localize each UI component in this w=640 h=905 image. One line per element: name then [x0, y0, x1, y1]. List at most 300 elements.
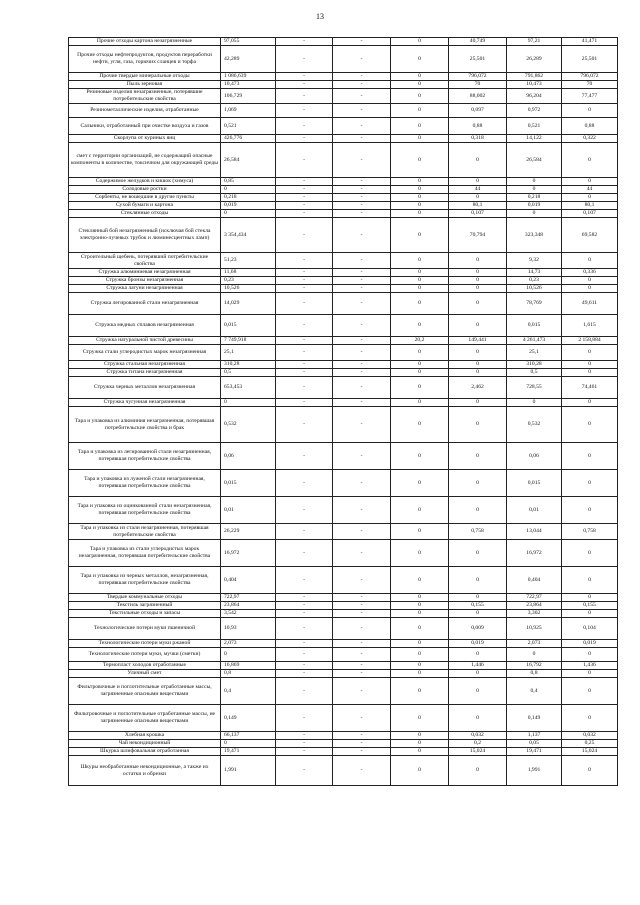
value-cell: 0 [391, 210, 449, 218]
value-cell: 0 [562, 756, 618, 786]
value-cell: 0 [562, 369, 618, 377]
waste-name-cell: Содержимое желудков и кишок (химуса) [69, 178, 221, 186]
value-cell: - [276, 470, 333, 497]
value-cell: - [333, 38, 391, 46]
value-cell: - [333, 407, 391, 443]
table-row [69, 670, 618, 678]
waste-name-cell: Строительный щебень, потерявший потребительские свойства [69, 253, 221, 269]
value-cell: 23,864 [507, 602, 562, 610]
value-cell: - [276, 443, 333, 470]
table-row [69, 618, 618, 640]
value-cell: - [333, 740, 391, 748]
waste-name-cell: Стеклянные отходы [69, 210, 221, 218]
value-cell: 0 [391, 186, 449, 194]
value-cell: - [276, 618, 333, 640]
value-cell: - [333, 293, 391, 315]
value-cell: 0 [221, 740, 276, 748]
value-cell: 0 [449, 253, 507, 269]
table-row [69, 594, 618, 602]
value-cell: 0 [449, 178, 507, 186]
value-cell: 0,88 [562, 118, 618, 135]
waste-name-cell: Скорлупа от куриных яиц [69, 135, 221, 143]
waste-name-cell: Резинометаллические изделия, отработанные [69, 104, 221, 118]
table-row [69, 315, 618, 337]
value-cell: - [333, 269, 391, 277]
value-cell: - [333, 640, 391, 648]
value-cell: - [276, 218, 333, 253]
value-cell: - [276, 118, 333, 135]
value-cell: 0,23 [507, 277, 562, 285]
value-cell: 26,584 [221, 143, 276, 178]
value-cell: - [276, 756, 333, 786]
value-cell: 0,019 [221, 202, 276, 210]
value-cell: 0 [449, 315, 507, 337]
waste-name-cell: Тара и упаковка из алюминия незагрязненная, потерявшая потребительские свойства и брак [69, 407, 221, 443]
waste-name-cell: Сальники, отработанный при очистке воздуха и газов [69, 118, 221, 135]
value-cell: 10,925 [507, 618, 562, 640]
value-cell: 0,532 [507, 407, 562, 443]
waste-table [68, 37, 618, 786]
value-cell: 2 158,884 [562, 337, 618, 345]
value-cell: - [276, 361, 333, 369]
value-cell: - [333, 135, 391, 143]
value-cell: 0 [449, 594, 507, 602]
value-cell: 0 [449, 285, 507, 293]
value-cell: - [276, 594, 333, 602]
table-row [69, 399, 618, 407]
value-cell: 0 [391, 470, 449, 497]
value-cell: 0 [391, 135, 449, 143]
value-cell: 0 [391, 524, 449, 540]
value-cell: 0,336 [562, 269, 618, 277]
value-cell: 0 [391, 218, 449, 253]
value-cell: - [276, 202, 333, 210]
value-cell: 78,769 [507, 293, 562, 315]
waste-name-cell: Фильтровочные и поглотительные отработанные массы, загрязненные опасными веществами [69, 678, 221, 705]
value-cell: 796,072 [562, 73, 618, 81]
value-cell: - [333, 748, 391, 756]
value-cell: 1,991 [221, 756, 276, 786]
value-cell: 0 [449, 567, 507, 594]
value-cell: 0,155 [449, 602, 507, 610]
value-cell: - [333, 194, 391, 202]
value-cell: 0 [449, 443, 507, 470]
value-cell: 14,029 [221, 293, 276, 315]
value-cell: 9,32 [507, 253, 562, 269]
table-row [69, 740, 618, 748]
value-cell: - [333, 377, 391, 399]
value-cell: 0,019 [449, 640, 507, 648]
value-cell: 1,446 [449, 662, 507, 670]
value-cell: 310,28 [507, 361, 562, 369]
value-cell: - [276, 210, 333, 218]
value-cell: 0 [391, 361, 449, 369]
table-row [69, 748, 618, 756]
value-cell: 3,542 [221, 610, 276, 618]
value-cell: - [276, 38, 333, 46]
value-cell: - [333, 202, 391, 210]
value-cell: 0,149 [507, 705, 562, 732]
table-row [69, 285, 618, 293]
value-cell: 106,729 [221, 89, 276, 104]
table-row [69, 540, 618, 567]
value-cell: 49,611 [562, 293, 618, 315]
value-cell: 0,107 [562, 210, 618, 218]
waste-name-cell: Тара и упаковка из черных металлов, незагрязненная, потерявшая потребительские свойства [69, 567, 221, 594]
value-cell: 0 [449, 407, 507, 443]
value-cell: 0 [449, 293, 507, 315]
value-cell: 722,97 [507, 594, 562, 602]
value-cell: 0 [391, 648, 449, 662]
value-cell: - [276, 377, 333, 399]
value-cell: 0 [391, 269, 449, 277]
table-row [69, 46, 618, 73]
table-row [69, 640, 618, 648]
value-cell: 26,229 [221, 524, 276, 540]
value-cell: 0,4 [221, 678, 276, 705]
value-cell: 10,526 [221, 285, 276, 293]
value-cell: 16,792 [507, 662, 562, 670]
value-cell: 796,072 [449, 73, 507, 81]
value-cell: 0 [391, 602, 449, 610]
waste-name-cell: Солодовые ростки [69, 186, 221, 194]
value-cell: - [276, 81, 333, 89]
table-row [69, 524, 618, 540]
value-cell: 0 [391, 73, 449, 81]
value-cell: 0 [449, 670, 507, 678]
value-cell: 0 [391, 118, 449, 135]
waste-name-cell: Стружка медных сплавов незагрязненная [69, 315, 221, 337]
value-cell: 10,473 [221, 81, 276, 89]
table-row [69, 277, 618, 285]
table-row [69, 732, 618, 740]
value-cell: 0,404 [507, 567, 562, 594]
value-cell: 0 [391, 104, 449, 118]
value-cell: 0 [391, 540, 449, 567]
waste-name-cell: Сухой бумаги и картона [69, 202, 221, 210]
table-row [69, 38, 618, 46]
value-cell: 10,93 [221, 618, 276, 640]
value-cell: 0 [391, 594, 449, 602]
value-cell: 0 [391, 81, 449, 89]
value-cell: - [333, 218, 391, 253]
waste-name-cell: Стружка натуральной чистой древесины [69, 337, 221, 345]
value-cell: - [333, 89, 391, 104]
value-cell: - [333, 73, 391, 81]
value-cell: - [333, 104, 391, 118]
value-cell: 0,4 [507, 678, 562, 705]
value-cell: 0 [562, 443, 618, 470]
value-cell: 1 086,639 [221, 73, 276, 81]
value-cell: 0 [391, 143, 449, 178]
value-cell: 0,85 [221, 178, 276, 186]
value-cell: 0 [221, 210, 276, 218]
value-cell: - [276, 610, 333, 618]
value-cell: 15,024 [562, 748, 618, 756]
value-cell: - [276, 89, 333, 104]
value-cell: - [333, 210, 391, 218]
waste-name-cell: Стружка стали углеродистых марок незагрязненная [69, 345, 221, 361]
value-cell: 0,521 [221, 118, 276, 135]
value-cell: - [333, 46, 391, 73]
value-cell: 0,015 [507, 470, 562, 497]
value-cell: 0 [449, 705, 507, 732]
waste-name-cell: Фильтровочные и поглотительные отработанные массы, не загрязненные опасными веществами [69, 705, 221, 732]
table-row [69, 648, 618, 662]
value-cell: - [276, 524, 333, 540]
value-cell: 16,972 [507, 540, 562, 567]
value-cell: 0 [391, 202, 449, 210]
value-cell: 0 [391, 407, 449, 443]
table-row [69, 253, 618, 269]
table-row [69, 407, 618, 443]
value-cell: 0 [562, 194, 618, 202]
value-cell: - [276, 293, 333, 315]
table-row [69, 104, 618, 118]
value-cell: 0 [562, 345, 618, 361]
value-cell: - [276, 73, 333, 81]
table-row [69, 369, 618, 377]
table-row [69, 470, 618, 497]
table-row [69, 178, 618, 186]
value-cell: - [276, 315, 333, 337]
value-cell: 0,404 [221, 567, 276, 594]
value-cell: 0 [449, 194, 507, 202]
value-cell: 0,758 [449, 524, 507, 540]
value-cell: - [276, 277, 333, 285]
value-cell: 25,1 [507, 345, 562, 361]
value-cell: 0 [449, 540, 507, 567]
value-cell: 25,1 [221, 345, 276, 361]
value-cell: - [276, 640, 333, 648]
value-cell: - [276, 705, 333, 732]
value-cell: 41,471 [562, 38, 618, 46]
value-cell: - [333, 118, 391, 135]
value-cell: 0,218 [507, 194, 562, 202]
value-cell: 66,137 [221, 732, 276, 740]
value-cell: 2,073 [221, 640, 276, 648]
value-cell: 0 [391, 194, 449, 202]
value-cell: - [276, 285, 333, 293]
value-cell: 1,137 [507, 732, 562, 740]
value-cell: 0 [449, 369, 507, 377]
value-cell: 14,122 [507, 135, 562, 143]
waste-name-cell: Тара и упаковка из стали углеродистых марок незагрязненная, потерявшая потребительские свойства [69, 540, 221, 567]
table-row [69, 662, 618, 670]
value-cell: 97,21 [507, 38, 562, 46]
value-cell: 0,032 [562, 732, 618, 740]
value-cell: 0,2 [449, 740, 507, 748]
value-cell: - [333, 443, 391, 470]
value-cell: - [333, 399, 391, 407]
value-cell: 0 [391, 38, 449, 46]
value-cell: - [333, 567, 391, 594]
value-cell: - [333, 540, 391, 567]
value-cell: 0 [391, 670, 449, 678]
value-cell: - [333, 678, 391, 705]
value-cell: 26,289 [507, 46, 562, 73]
value-cell: - [276, 740, 333, 748]
value-cell: 0 [391, 253, 449, 269]
value-cell: 0,8 [221, 670, 276, 678]
value-cell: 0 [562, 361, 618, 369]
value-cell: 44 [449, 186, 507, 194]
value-cell: - [276, 648, 333, 662]
value-cell: - [276, 540, 333, 567]
value-cell: 26,584 [507, 143, 562, 178]
value-cell: - [333, 178, 391, 186]
value-cell: 0 [562, 470, 618, 497]
value-cell: - [276, 194, 333, 202]
value-cell: - [333, 81, 391, 89]
waste-name-cell: Чай некондиционный [69, 740, 221, 748]
table-row [69, 337, 618, 345]
value-cell: 97,055 [221, 38, 276, 46]
waste-name-cell: Прочие отходы картона незагрязненные [69, 38, 221, 46]
value-cell: 0 [449, 497, 507, 524]
waste-name-cell: Резиновые изделия незагрязненные, потерявшие потребительские свойства [69, 89, 221, 104]
value-cell: 0 [221, 648, 276, 662]
value-cell: 80,1 [562, 202, 618, 210]
value-cell: - [276, 678, 333, 705]
table-row [69, 210, 618, 218]
value-cell: 0,318 [449, 135, 507, 143]
page-number: 13 [316, 12, 324, 21]
value-cell: - [333, 670, 391, 678]
value-cell: 0 [562, 285, 618, 293]
value-cell: 0,88 [449, 118, 507, 135]
value-cell: - [333, 594, 391, 602]
value-cell: 0 [562, 407, 618, 443]
value-cell: 42,289 [221, 46, 276, 73]
value-cell: - [276, 46, 333, 73]
table-row [69, 678, 618, 705]
value-cell: 0 [449, 756, 507, 786]
value-cell: 0,23 [221, 277, 276, 285]
value-cell: 0 [562, 678, 618, 705]
value-cell: - [276, 337, 333, 345]
value-cell: 0 [562, 648, 618, 662]
value-cell: 0,104 [562, 618, 618, 640]
value-cell: 10,526 [507, 285, 562, 293]
value-cell: - [333, 618, 391, 640]
table-row [69, 361, 618, 369]
value-cell: 0 [391, 178, 449, 186]
value-cell: 0 [562, 143, 618, 178]
value-cell: 0,758 [562, 524, 618, 540]
value-cell: 0,521 [507, 118, 562, 135]
value-cell: - [276, 253, 333, 269]
table-row [69, 377, 618, 399]
value-cell: 0 [391, 315, 449, 337]
waste-name-cell: Шкуры необработанные некондиционные, а также их остатки и обрезки [69, 756, 221, 786]
value-cell: 0,532 [221, 407, 276, 443]
value-cell: 0 [449, 143, 507, 178]
value-cell: - [276, 670, 333, 678]
value-cell: 0,015 [221, 470, 276, 497]
value-cell: - [333, 662, 391, 670]
waste-name-cell: Стружка алюминиевая незагрязненная [69, 269, 221, 277]
value-cell: 0,149 [221, 705, 276, 732]
value-cell: 70 [562, 81, 618, 89]
value-cell: 25,501 [562, 46, 618, 73]
value-cell: - [276, 567, 333, 594]
value-cell: 1,069 [221, 104, 276, 118]
value-cell: 0,107 [449, 210, 507, 218]
value-cell: 0,009 [449, 618, 507, 640]
value-cell: 10,473 [507, 81, 562, 89]
value-cell: - [276, 269, 333, 277]
waste-name-cell: Технологические потери муки, мучки (сметки) [69, 648, 221, 662]
value-cell: 20,2 [391, 337, 449, 345]
value-cell: 0 [562, 567, 618, 594]
value-cell: 0 [391, 89, 449, 104]
waste-name-cell: Стружка легированной стали незагрязненная [69, 293, 221, 315]
value-cell: 728,55 [507, 377, 562, 399]
table-row [69, 135, 618, 143]
value-cell: - [276, 662, 333, 670]
value-cell: 25,501 [449, 46, 507, 73]
table-row [69, 705, 618, 732]
value-cell: 74,461 [562, 377, 618, 399]
value-cell: 0 [562, 178, 618, 186]
value-cell: 70,794 [449, 218, 507, 253]
value-cell: 0 [391, 293, 449, 315]
table-row [69, 610, 618, 618]
value-cell: 4 261,473 [507, 337, 562, 345]
value-cell: 0,05 [507, 740, 562, 748]
waste-name-cell: Стружка черных металлов незагрязненная [69, 377, 221, 399]
value-cell: - [333, 610, 391, 618]
value-cell: 0 [391, 678, 449, 705]
waste-name-cell: Твердые коммунальные отходы [69, 594, 221, 602]
value-cell: 0,5 [507, 369, 562, 377]
value-cell: 80,1 [449, 202, 507, 210]
value-cell: - [276, 186, 333, 194]
value-cell: 96,204 [507, 89, 562, 104]
value-cell: 13,044 [507, 524, 562, 540]
value-cell: - [276, 104, 333, 118]
value-cell: 0,019 [507, 202, 562, 210]
table-row [69, 118, 618, 135]
table-row [69, 269, 618, 277]
table-row [69, 756, 618, 786]
value-cell: 0 [562, 104, 618, 118]
value-cell: 3 354,434 [221, 218, 276, 253]
value-cell: 0 [449, 277, 507, 285]
value-cell: 653,453 [221, 377, 276, 399]
value-cell: 14,73 [507, 269, 562, 277]
value-cell: 0 [391, 369, 449, 377]
value-cell: 0 [449, 470, 507, 497]
value-cell: 0,8 [507, 670, 562, 678]
waste-name-cell: Шкурка шлифовальная отработанная [69, 748, 221, 756]
table-row [69, 202, 618, 210]
value-cell: 23,864 [221, 602, 276, 610]
value-cell: 0 [449, 345, 507, 361]
waste-name-cell: Тара и упаковка из оцинкованной стали незагрязненная, потерявшая потребительские свойства [69, 497, 221, 524]
value-cell: 0,5 [221, 369, 276, 377]
value-cell: 310,28 [221, 361, 276, 369]
value-cell: 3,302 [507, 610, 562, 618]
value-cell: - [333, 470, 391, 497]
value-cell: 0,06 [507, 443, 562, 470]
value-cell: 0 [449, 678, 507, 705]
value-cell: 0 [449, 648, 507, 662]
value-cell: 0 [507, 186, 562, 194]
value-cell: - [333, 285, 391, 293]
value-cell: 0 [391, 610, 449, 618]
